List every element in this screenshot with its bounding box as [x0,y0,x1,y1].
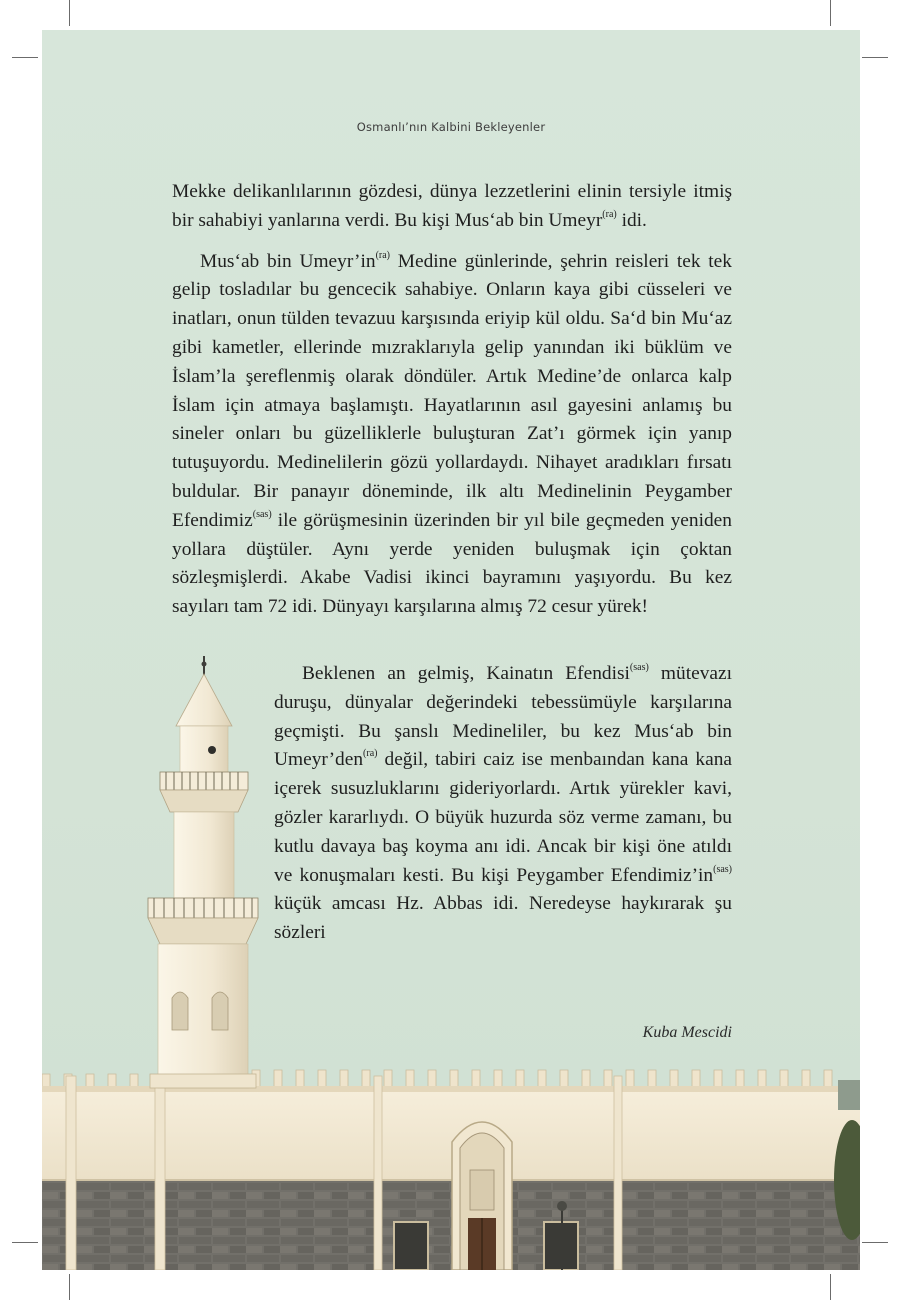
text-run: değil, tabiri caiz ise menbaından kana kana içerek susuzluklarını gideriyorlardı. Artık yürekler kavi, gözler kararlıydı. O büyük huzurda söz verme zamanı, bu kutlu davaya baş koyma anı idi. Ancak bir kişi öne atıldı ve konuşmaları kesti. Bu kişi Peygamber Efendimiz’in [274,749,732,886]
text-run: Beklenen an gelmiş, Kainatın Efendisi [302,663,630,684]
honorific-superscript: (ra) [602,208,617,220]
text-run: ile görüşmesinin üzerinden bir yıl bile geçmeden yeniden yollara düştüler. Aynı yerde yeniden buluşmak için çoktan sözleşmişlerdi. Akabe Vadisi ikinci bayramını yaşıyordu. Bu kez sayıları tam 72 idi. Dünyayı karşılarına almış 72 cesur yürek! [172,509,732,618]
text-run: mütevazı duruşu, dünyalar değerindeki tebessümüyle karşılarına geçmişti. Bu şanslı Medineliler, bu kez Mus‘ab bin Umeyr’den [274,663,732,771]
honorific-superscript: (ra) [363,748,378,760]
crop-mark [862,57,888,58]
text-run: küçük amcası Hz. Abbas idi. Neredeyse haykırarak şu sözleri [274,893,732,944]
crop-mark [69,1274,70,1300]
crop-mark [830,1274,831,1300]
crop-mark [69,0,70,26]
crop-mark [830,0,831,26]
body-text-top [172,178,732,622]
book-page [42,30,860,1270]
paragraph-1 [172,178,732,236]
photo-caption: Kuba Mescidi [642,1024,732,1041]
text-run: idi. [616,209,647,231]
crop-mark [862,1242,888,1243]
paragraph-2 [172,248,732,622]
honorific-superscript: (ra) [375,249,391,261]
running-head: Osmanlı’nın Kalbini Bekleyenler [356,120,546,134]
crop-mark [12,1242,38,1243]
text-run: Mus‘ab bin Umeyr’in [200,250,376,272]
honorific-superscript: (sas) [629,662,649,673]
honorific-superscript: (sas) [252,508,272,520]
text-run: Mekke delikanlılarının gözdesi, dünya lezzetlerini elinin tersiyle itmiş bir sahabiyi yanlarına verdi. Bu kişi Mus‘ab bin Umeyr [172,181,732,231]
crop-mark [12,57,38,58]
text-run: Medine günlerinde, şehrin reisleri tek tek gelip tosladılar bu gencecik sahabiye. Onların kaya gibi cüsseleri ve inatları, onun tülden tevazuu karşısında eriyip kül oldu. Sa‘d bin Mu‘az gibi kametler, ellerinde mızraklarıyla gelip yanından iki büklüm ve İslam’la şereflenmiş olarak döndüler. Artık Medine’de onlarca kalp İslam için atmaya başlamıştı. Hayatlarının asıl gayesini anlamış bu sineler onları bu güzelliklerle buluşturan Zat’ı görmek için yanıp tutuşuyordu. Medinelilerin gözü yollardaydı. Nihayet aradıkları fırsatı buldular. Bir panayır döneminde, ilk altı Medinelinin Peygamber Efendimiz [172,250,732,531]
minaret [148,656,258,1088]
paragraph-3 [274,660,732,948]
body-text-wrap [274,660,732,948]
honorific-superscript: (sas) [713,863,732,875]
